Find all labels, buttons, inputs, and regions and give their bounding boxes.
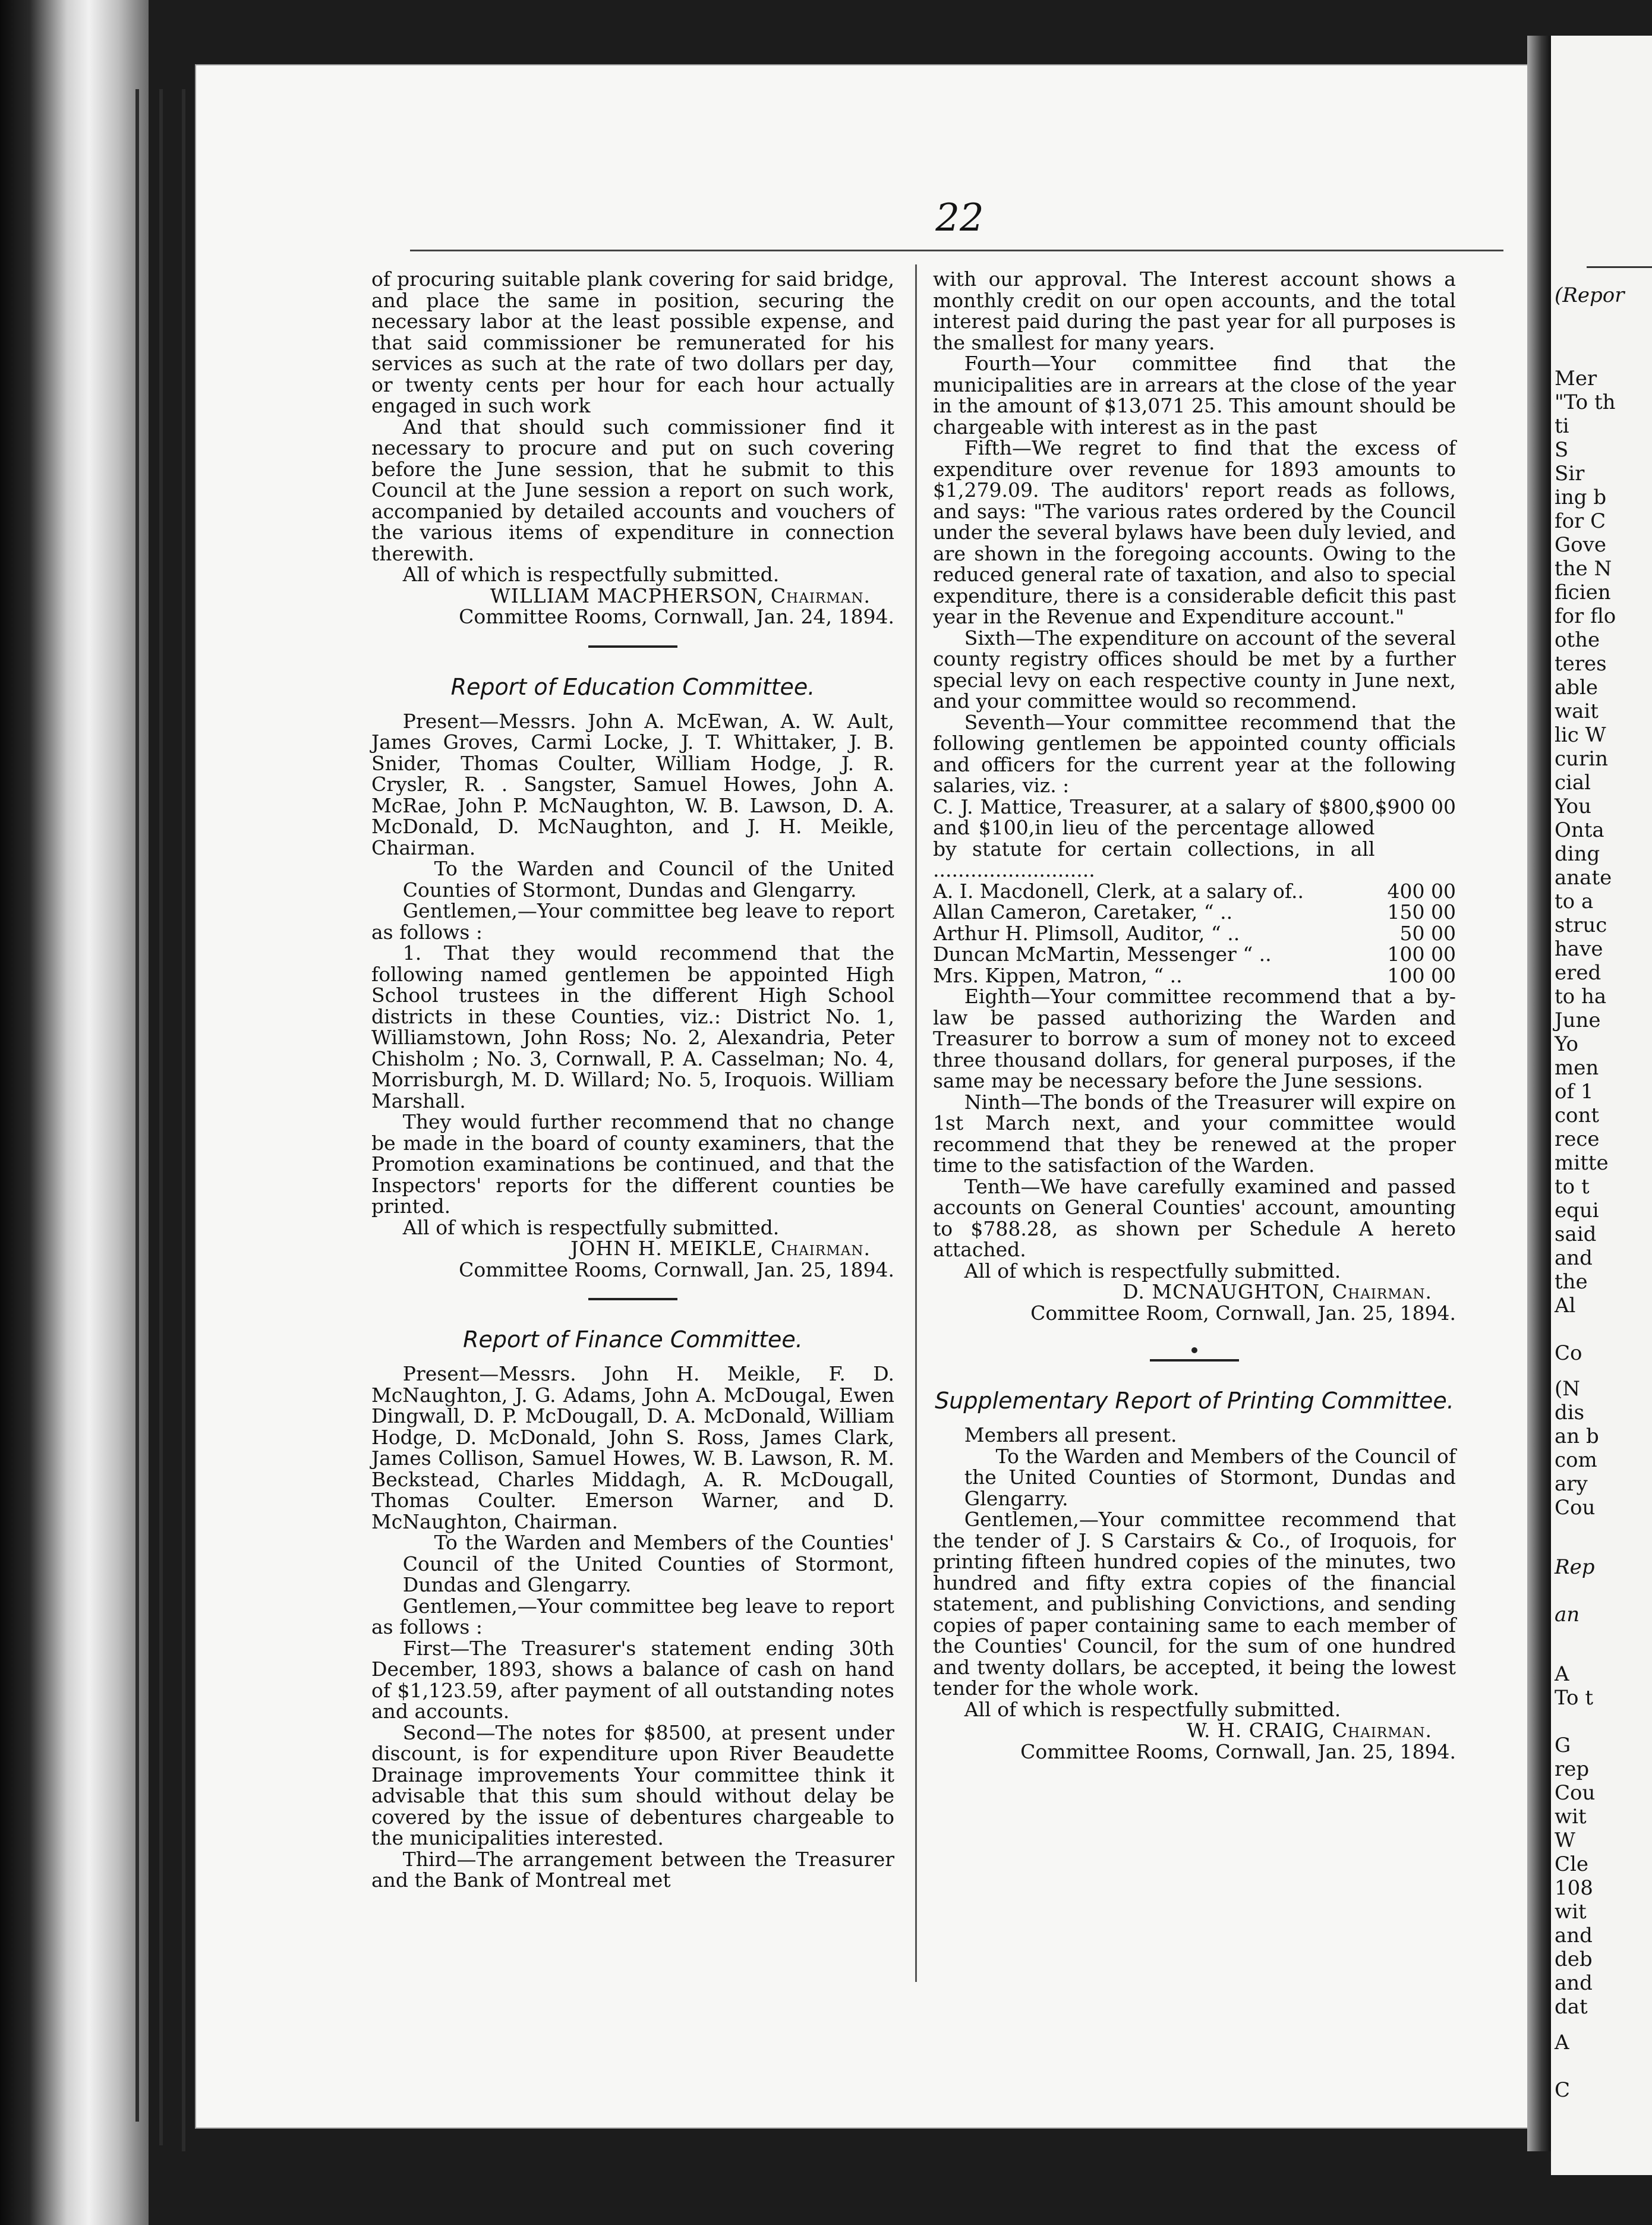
adjacent-page-text: and <box>1555 1924 1593 1947</box>
paragraph: with our approval. The Interest account shows a monthly credit on our open accounts, and the total interest paid during the past year for all purposes is the smallest for many years. <box>933 267 1456 354</box>
adjacent-page-text: W <box>1555 1829 1575 1852</box>
paragraph: Gentlemen,—Your committee beg leave to report as follows : <box>371 899 894 944</box>
paragraph: Present—Messrs. John H. Meikle, F. D. McNaughton, J. G. Adams, John A. McDougal, Ewen Dingwall, D. P. McDougall, D. A. McDonald, William Hodge, D. McDonald, John S. Ross, James Clark, James Collison, Samuel Howes, W. B. Lawson, R. M. Beckstead, Charles Middagh, A. R. McDougall, Thomas Coulter. Emerson Warner, and D. McNaughton, Chairman. <box>371 1362 894 1533</box>
paragraph: Members all present. <box>964 1423 1177 1446</box>
adjacent-page-text: wait <box>1555 699 1599 723</box>
adjacent-page-text: (N <box>1555 1377 1581 1401</box>
adjacent-page-text: Onta <box>1555 818 1604 842</box>
paragraph: Ninth—The bonds of the Treasurer will expire on 1st March next, and your committee would recommend that they be renewed at the proper time to the satisfaction of the Warden. <box>933 1090 1456 1177</box>
section-heading: Report of Finance Committee. <box>463 1326 803 1353</box>
paragraph: Fourth—Your committee find that the municipalities are in arrears at the close of the year in the amount of $13,071 25. This amount should be chargeable with interest as in the past <box>933 352 1456 439</box>
adjacent-page-text: A <box>1555 2031 1569 2054</box>
adjacent-page-text: Al <box>1555 1294 1576 1318</box>
address: To the Warden and Members of the Council of the United Counties of Stormont, Dundas and Glengarry. <box>964 1444 1456 1510</box>
signature-name: D. MCNAUGHTON, Chairman. <box>1123 1280 1432 1303</box>
adjacent-page-text: ficien <box>1555 581 1611 604</box>
section-rule <box>588 1298 677 1300</box>
left-column <box>371 269 894 1891</box>
paragraph: First—The Treasurer's statement ending 30th December, 1893, shows a balance of cash on hand of $1,123.59, after payment of all outstanding notes and accounts. <box>371 1636 894 1723</box>
adjacent-page-text: an <box>1555 1603 1580 1627</box>
salary-row <box>933 881 1456 902</box>
adjacent-page-text: 108 <box>1555 1876 1593 1900</box>
adjacent-page-text: C <box>1555 2078 1571 2102</box>
binding-edge-line <box>182 89 185 2151</box>
adjacent-page-text: the <box>1555 1270 1588 1294</box>
adjacent-page-text: "To th <box>1555 390 1616 414</box>
adjacent-page-text: have <box>1555 937 1603 961</box>
salary-amount: 400 00 <box>1387 879 1456 903</box>
adjacent-page-text: wit <box>1555 1900 1587 1924</box>
salary-list <box>933 796 1456 987</box>
salary-label: Duncan McMartin, Messenger “ .. <box>933 943 1272 966</box>
date-line: Committee Rooms, Cornwall, Jan. 24, 1894. <box>459 605 894 628</box>
paragraph: They would further recommend that no change be made in the board of county examiners, that the Promotion examinations be continued, and that the Inspectors' reports for the different counties be printed. <box>371 1110 894 1218</box>
adjacent-page-text: ered <box>1555 961 1601 985</box>
adjacent-page-text: ing b <box>1555 486 1607 509</box>
adjacent-page-text: Yo <box>1555 1032 1578 1056</box>
adjacent-page-text: dis <box>1555 1401 1585 1424</box>
paragraph: And that should such commissioner find it necessary to procure and put on such covering before the June session, that he submit to this Council at the June session a report on such work, accompanied by detailed accounts and vouchers of the various items of expenditure in connection therewith. <box>371 415 894 565</box>
signature <box>371 585 894 607</box>
binding-edge-line <box>135 89 139 2122</box>
adjacent-page-text: men <box>1555 1056 1599 1080</box>
paragraph: All of which is respectfully submitted. <box>402 1215 780 1239</box>
adjacent-page-text: to ha <box>1555 985 1607 1009</box>
paragraph: Second—The notes for $8500, at present under discount, is for expenditure upon River Beaudette Drainage improvements Your committee think it advisable that this sum should without delay be covered by the issue of debentures chargeable to the municipalities interested. <box>371 1720 894 1849</box>
adjacent-page-text: Sir <box>1555 462 1585 486</box>
adjacent-page-text: to t <box>1555 1175 1590 1199</box>
adjacent-page-text: Co <box>1555 1341 1582 1365</box>
section-heading: Report of Education Committee. <box>450 673 815 700</box>
adjacent-page-text: struc <box>1555 913 1607 937</box>
page-gutter <box>1527 36 1551 2151</box>
adjacent-page-text: Rep <box>1555 1555 1595 1579</box>
paragraph: Gentlemen,—Your committee beg leave to report as follows : <box>371 1594 894 1638</box>
adjacent-page-text: dat <box>1555 1995 1588 2019</box>
salary-label: Arthur H. Plimsoll, Auditor, “ .. <box>933 921 1240 945</box>
right-column <box>933 269 1456 1762</box>
paragraph: Sixth—The expenditure on account of the several county registry offices should be met by a further special levy on each respective county in June next, and your committee would so recommend. <box>933 626 1456 713</box>
adjacent-page-text: ary <box>1555 1472 1588 1496</box>
salary-label: C. J. Mattice, Treasurer, at a salary of $800, and $100,in lieu of the percentage allowed by statute for certain collections, in all .......................... <box>933 795 1375 881</box>
salary-row <box>933 923 1456 944</box>
paragraph: All of which is respectfully submitted. <box>402 563 780 586</box>
salary-row <box>933 965 1456 987</box>
adjacent-page-text: Cle <box>1555 1852 1589 1876</box>
date-line: Committee Room, Cornwall, Jan. 25, 1894. <box>1030 1301 1456 1325</box>
adjacent-page-text: (Repor <box>1555 283 1625 307</box>
adjacent-page-text: lic W <box>1555 723 1606 747</box>
paragraph: Third—The arrangement between the Treasurer and the Bank of Montreal met <box>371 1847 894 1892</box>
section-heading: Supplementary Report of Printing Committee. <box>935 1388 1454 1414</box>
paragraph: Eighth—Your committee recommend that a by-law be passed authorizing the Warden and Treasurer to borrow a sum of money not to exceed three thousand dollars, for general purposes, if the same may be necessary before the June sessions. <box>933 985 1456 1092</box>
salary-amount: 100 00 <box>1387 943 1456 966</box>
adjacent-page-text: S <box>1555 438 1569 462</box>
adjacent-page-text: said <box>1555 1222 1597 1246</box>
adjacent-page-text: the N <box>1555 557 1612 581</box>
binding-edge-line <box>159 89 163 2145</box>
section-rule <box>1150 1359 1239 1362</box>
adjacent-page-text: Cou <box>1555 1496 1596 1520</box>
address: To the Warden and Members of the Counties' Council of the United Counties of Stormont, Dundas and Glengarry. <box>402 1531 894 1596</box>
salary-amount: $900 00 <box>1374 795 1456 818</box>
adjacent-page-text: to a <box>1555 890 1594 913</box>
salary-row <box>933 944 1456 965</box>
paragraph: All of which is respectfully submitted. <box>964 1697 1341 1721</box>
adjacent-page-text: mitte <box>1555 1151 1609 1175</box>
signature-name: JOHN H. MEIKLE, Chairman. <box>570 1237 871 1260</box>
salary-label: Allan Cameron, Caretaker, “ .. <box>933 900 1233 924</box>
adjacent-page-text: deb <box>1555 1947 1593 1971</box>
adjacent-page-text: G <box>1555 1734 1571 1757</box>
adjacent-page-text: able <box>1555 676 1599 699</box>
header-rule <box>410 250 1503 251</box>
signature-name: WILLIAM MACPHERSON, Chairman. <box>490 584 871 607</box>
paragraph: Tenth—We have carefully examined and passed accounts on General Counties' account, amounting to $788.28, as shown per Schedule A hereto attached. <box>933 1174 1456 1261</box>
signature <box>933 1720 1456 1741</box>
section-rule <box>588 645 677 648</box>
adjacent-page-text: an b <box>1555 1424 1599 1448</box>
book-binding <box>0 0 149 2225</box>
paragraph: of procuring suitable plank covering for said bridge, and place the same in position, securing the necessary labor at the least possible expense, and that said commissioner be remunerated for his services as such at the rate of two dollars per day, or twenty cents per hour for each hour actually engaged in such work <box>371 267 894 417</box>
adjacent-page-text: for C <box>1555 509 1606 533</box>
adjacent-page-text: Mer <box>1555 367 1597 390</box>
adjacent-page-text: A <box>1555 1662 1569 1686</box>
salary-amount: 100 00 <box>1387 963 1456 987</box>
adjacent-page-text: equi <box>1555 1199 1599 1222</box>
adjacent-page-text: ti <box>1555 414 1569 438</box>
adjacent-page-text: To t <box>1555 1686 1593 1710</box>
adjacent-page-text: for flo <box>1555 604 1616 628</box>
adjacent-page-text: of 1 <box>1555 1080 1594 1104</box>
adjacent-page-text: ding <box>1555 842 1600 866</box>
adjacent-page-text: Gove <box>1555 533 1606 557</box>
paragraph: 1. That they would recommend that the following named gentlemen be appointed High School trustees in the different High School districts in these Counties, viz.: District No. 1, Williamstown, John Ross; No. 2, Alexandria, Peter Chisholm ; No. 3, Cornwall, P. A. Casselman; No. 4, Morrisburgh, M. D. Willard; No. 5, Iroquois. William Marshall. <box>371 941 894 1112</box>
date-line: Committee Rooms, Cornwall, Jan. 25, 1894. <box>459 1258 894 1281</box>
adjacent-page-text: cial <box>1555 771 1591 795</box>
adjacent-page-text: rece <box>1555 1127 1600 1151</box>
adjacent-page-text: June <box>1555 1009 1601 1032</box>
salary-label: Mrs. Kippen, Matron, “ .. <box>933 963 1183 987</box>
adjacent-page-fragment <box>1551 36 1652 2175</box>
adjacent-page-rule <box>1587 266 1652 268</box>
salary-row <box>933 902 1456 923</box>
paragraph: Seventh—Your committee recommend that the following gentlemen be appointed county officials and officers for the current year at the following salaries, viz. : <box>933 710 1456 797</box>
adjacent-page-text: curin <box>1555 747 1608 771</box>
adjacent-page-text: Cou <box>1555 1781 1596 1805</box>
adjacent-page-text: cont <box>1555 1104 1600 1127</box>
salary-label: A. I. Macdonell, Clerk, at a salary of.. <box>933 879 1304 903</box>
address: To the Warden and Council of the United Counties of Stormont, Dundas and Glengarry. <box>402 857 894 902</box>
salary-amount: 50 00 <box>1399 921 1456 945</box>
signature <box>933 1281 1456 1303</box>
adjacent-page-text: anate <box>1555 866 1612 890</box>
adjacent-page-text: rep <box>1555 1757 1590 1781</box>
adjacent-page-text: and <box>1555 1246 1593 1270</box>
adjacent-page-text: com <box>1555 1448 1597 1472</box>
paragraph: All of which is respectfully submitted. <box>964 1259 1341 1282</box>
paragraph: Present—Messrs. John A. McEwan, A. W. Ault, James Groves, Carmi Locke, J. T. Whittaker, J. B. Snider, Thomas Coulter, William Hodge, J. R. Crysler, R. . Sangster, Samuel Howes, John A. McRae, John P. McNaughton, W. B. Lawson, D. A. McDonald, D. McNaughton, and J. H. Meikle, Chairman. <box>371 709 894 859</box>
paragraph: Fifth—We regret to find that the excess of expenditure over revenue for 1893 amounts to $1,279.09. The auditors' report reads as follows, and says: "The various rates ordered by the Council under the several bylaws have been duly levied, and are shown in the foregoing accounts. Owing to the reduced general rate of taxation, and also to special expenditure, there is a considerable deficit this past year in the Revenue and Expenditure account." <box>933 436 1456 628</box>
adjacent-page-text: You <box>1555 795 1591 818</box>
salary-row <box>933 796 1456 881</box>
salary-amount: 150 00 <box>1387 900 1456 924</box>
adjacent-page-text: othe <box>1555 628 1600 652</box>
signature-name: W. H. CRAIG, Chairman. <box>1186 1719 1432 1742</box>
date-line: Committee Rooms, Cornwall, Jan. 25, 1894. <box>1020 1739 1456 1763</box>
ink-dot <box>1191 1347 1197 1353</box>
adjacent-page-text: wit <box>1555 1805 1587 1829</box>
adjacent-page-text: teres <box>1555 652 1607 676</box>
signature <box>371 1238 894 1259</box>
adjacent-page-text: and <box>1555 1971 1593 1995</box>
column-divider <box>915 264 917 1982</box>
page-number: 22 <box>935 196 984 240</box>
paragraph: Gentlemen,—Your committee recommend that the tender of J. S Carstairs & Co., of Iroquois, for printing fifteen hundred copies of the minutes, two hundred and fifty extra copies of the financial statement, and publishing Convictions, and sending copies of paper containing same to each member of the Counties' Council, for the sum of one hundred and twenty dollars, be accepted, it being the lowest tender for the whole work. <box>933 1508 1456 1700</box>
